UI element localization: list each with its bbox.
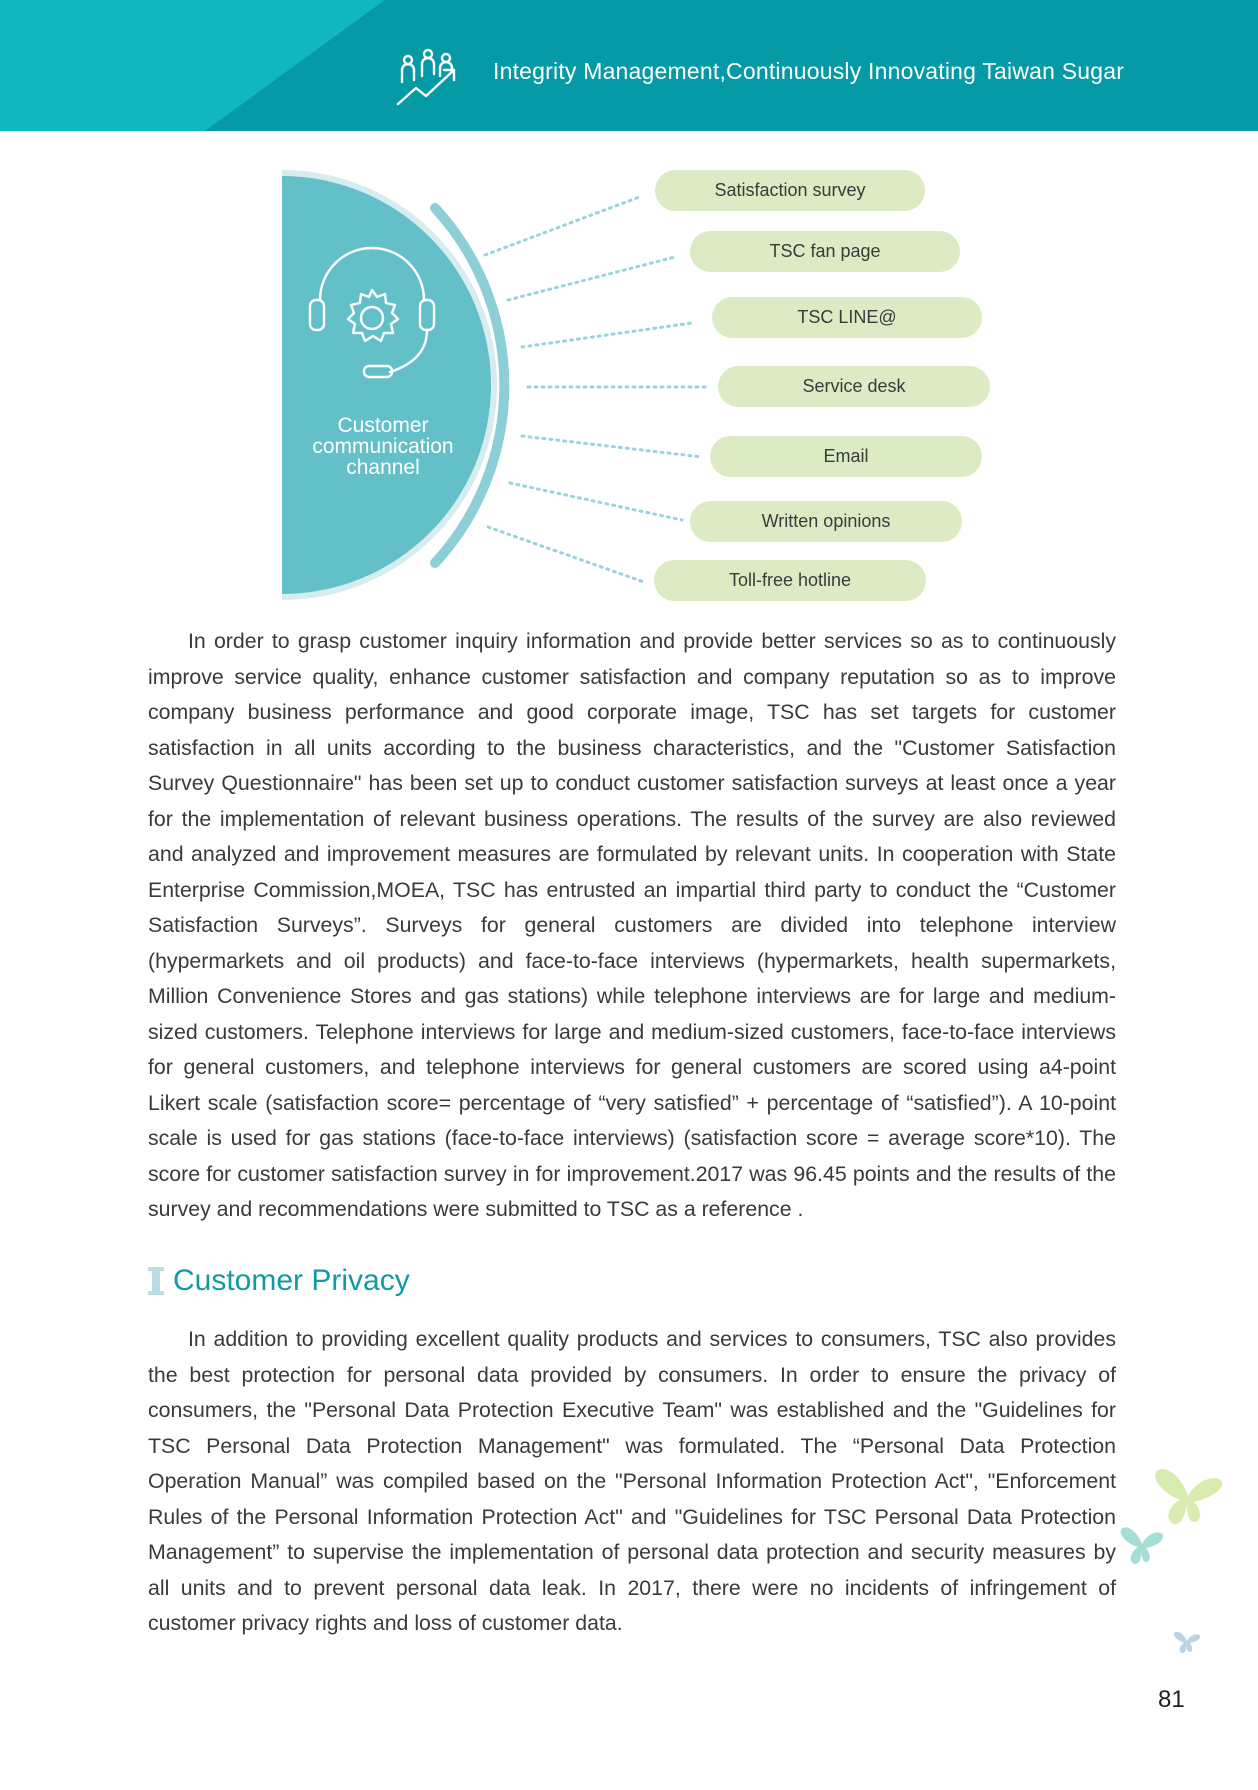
header-title: Integrity Management,Continuously Innovating Taiwan Sugar (493, 58, 1125, 84)
connector-lines (485, 196, 710, 582)
page-number: 81 (1158, 1686, 1185, 1713)
paragraph-customer-privacy (148, 1322, 1116, 1642)
butterfly-icon (1150, 1462, 1226, 1528)
channel-pill: TSC LINE@ (712, 297, 982, 338)
channel-pill: Satisfaction survey (655, 170, 925, 211)
channel-pill: Written opinions (690, 501, 962, 542)
channel-pill: Email (710, 436, 982, 477)
channel-pill: TSC fan page (690, 231, 960, 272)
hub-label: Customer communication channel (312, 414, 454, 479)
paragraph-text: In addition to providing excellent quality products and services to consumers, TSC also provides the best protection for personal data provided by consumers. In order to ensure the privacy of consumers, the "Personal Data Protection Executive Team" was established and the "Guidelines for TSC Personal Data Protection Management" was formulated. The “Personal Data Protection Operation Manual” was compiled based on the "Personal Information Protection Act", "Enforcement Rules of the Personal Information Protection Act" and "Guidelines for TSC Personal Data Protection Management” to supervise the implementation of personal data protection and security measures by all units and to prevent personal data leak. In 2017, there were no incidents of infringement of customer privacy rights and loss of customer data. (148, 1327, 1116, 1635)
page-header (0, 0, 1258, 131)
channel-pill: Toll-free hotline (654, 560, 926, 601)
section-marker-icon (148, 1267, 164, 1295)
butterfly-icon (1172, 1628, 1202, 1656)
team-growth-icon (394, 46, 470, 110)
section-title-text: Customer Privacy (173, 1264, 410, 1297)
channel-pill: Service desk (718, 366, 990, 407)
paragraph-text: In order to grasp customer inquiry information and provide better services so as to continuously improve service quality, enhance customer satisfaction and company reputation so as to improve company business performance and good corporate image, TSC has set targets for customer satisfaction in all units according to the business characteristics, and the "Customer Satisfaction Survey Questionnaire" has been set up to conduct customer satisfaction surveys at least once a year for the implementation of relevant business operations. The results of the survey are also reviewed and analyzed and improvement measures are formulated by relevant units. In cooperation with State Enterprise Commission,MOEA, TSC has entrusted an impartial third party to conduct the “Customer Satisfaction Surveys”. Surveys for general customers are divided into telephone interview (hypermarkets and oil products) and face-to-face interviews (hypermarkets, health supermarkets, Million Convenience Stores and gas stations) while telephone interviews are for large and medium-sized customers. Telephone interviews for large and medium-sized customers, face-to-face interviews for general customers, and telephone interviews for general customers are scored using a4-point Likert scale (satisfaction score= percentage of “very satisfied” + percentage of “satisfied”). A 10-point scale is used for gas stations (face-to-face interviews) (satisfaction score = average score*10). The score for customer satisfaction survey in for improvement.2017 was 96.45 points and the results of the survey and recommendations were submitted to TSC as a reference . (148, 629, 1116, 1221)
paragraph-customer-satisfaction (148, 624, 1116, 1228)
section-title (148, 1264, 410, 1298)
butterfly-icon (1118, 1522, 1166, 1568)
